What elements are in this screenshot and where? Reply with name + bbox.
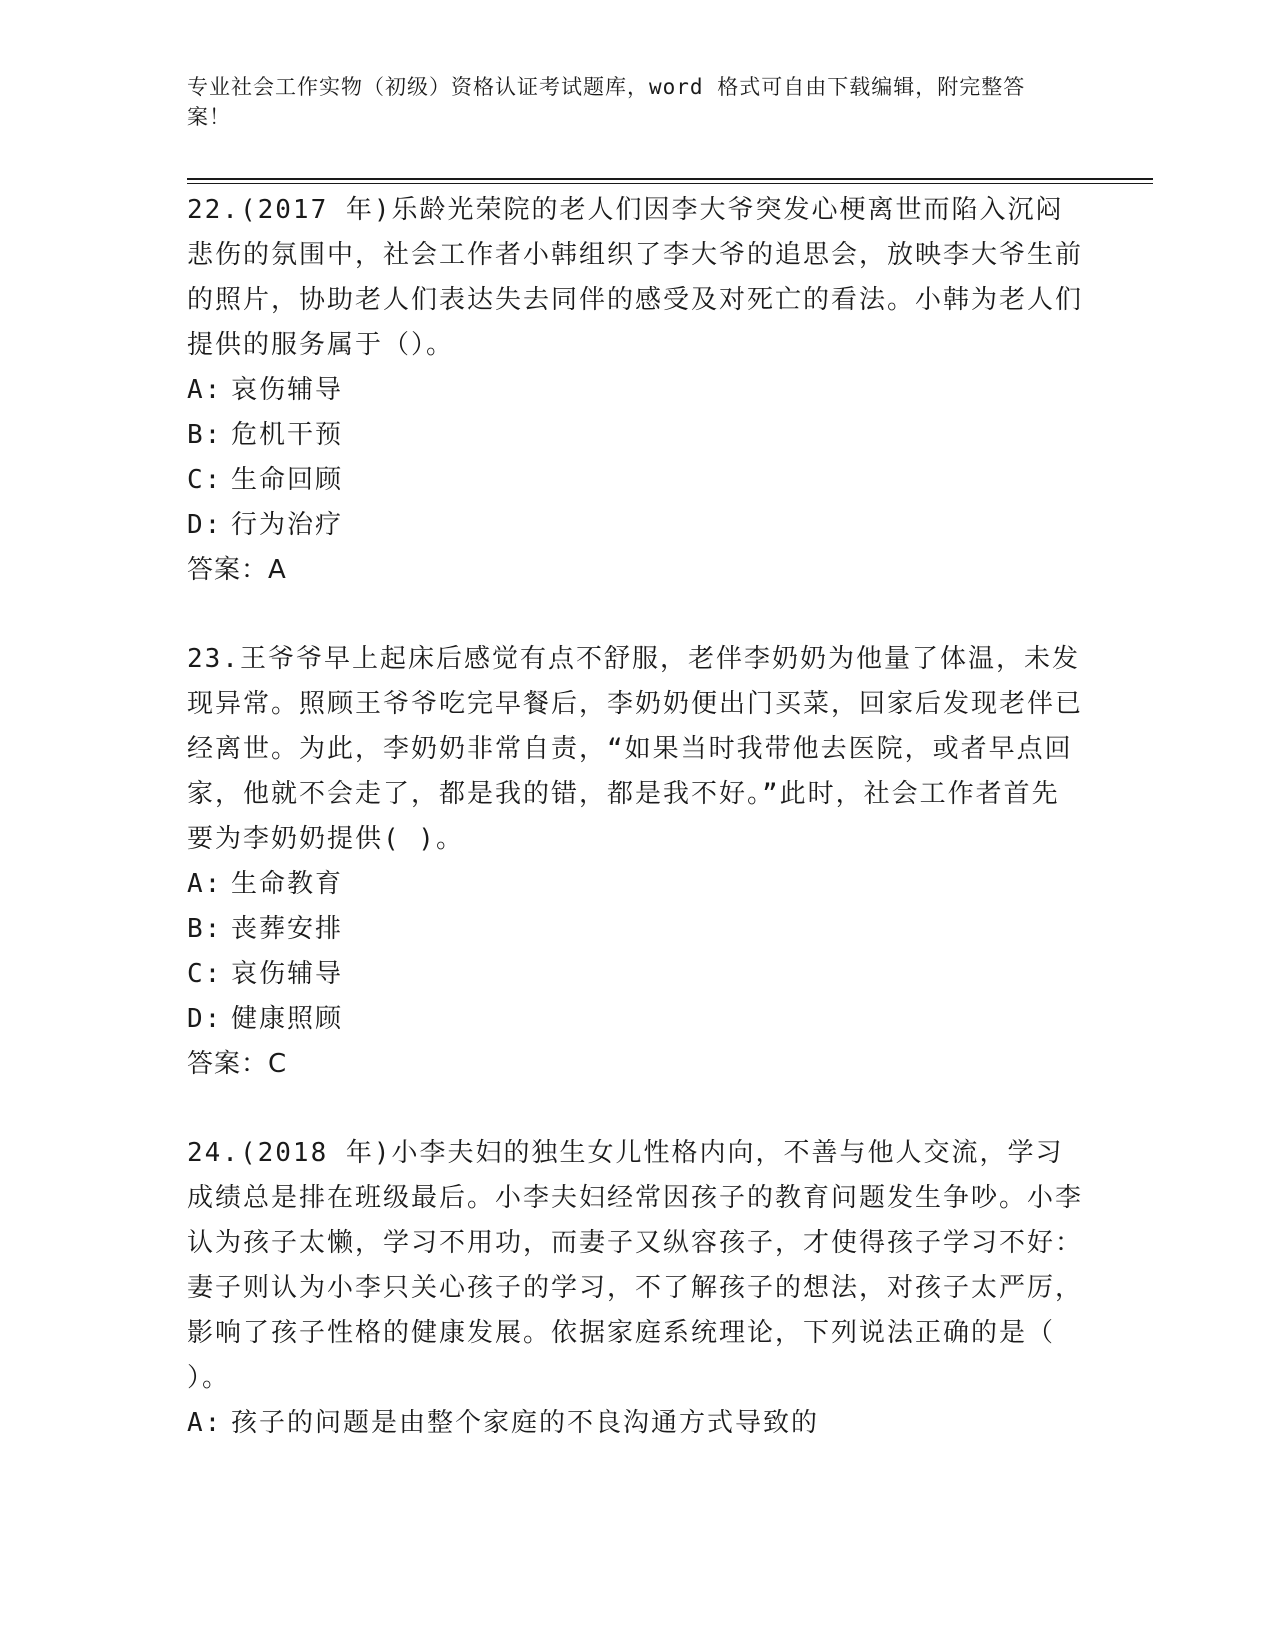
option-text: 生命回顾 [231, 465, 344, 495]
question-list [187, 188, 1087, 1490]
option-key: D: [187, 1004, 223, 1034]
option-text: 危机干预 [231, 420, 344, 450]
option-text: 丧葬安排 [231, 914, 344, 944]
option-b [187, 907, 1087, 952]
option-a [187, 368, 1087, 413]
answer: 答案：C [187, 1049, 288, 1079]
question-text: 24.(2018 年)小李夫妇的独生女儿性格内向，不善与他人交流，学习成绩总是排在班级最后。小李夫妇经常因孩子的教育问题发生争吵。小李认为孩子太懒，学习不用功，而妻子又纵容孩子，才使得孩子学习不好：妻子则认为小李只关心孩子的学习，不了解孩子的想法，对孩子太严厉，影响了孩子性格的健康发展。依据家庭系统理论，下列说法正确的是（ ）。 [187, 1138, 1084, 1393]
option-key: A: [187, 375, 223, 405]
page-header: 专业社会工作实物（初级）资格认证考试题库，word 格式可自由下载编辑，附完整答案！ [187, 75, 1026, 129]
option-c [187, 952, 1087, 997]
option-key: C: [187, 959, 223, 989]
option-c [187, 458, 1087, 503]
option-key: D: [187, 510, 223, 540]
question-22 [187, 188, 1087, 593]
option-d [187, 503, 1087, 548]
option-d [187, 997, 1087, 1042]
option-key: B: [187, 914, 223, 944]
option-key: B: [187, 420, 223, 450]
option-a [187, 1401, 1087, 1446]
question-text: 22.(2017 年)乐龄光荣院的老人们因李大爷突发心梗离世而陷入沉闷悲伤的氛围中，社会工作者小韩组织了李大爷的追思会，放映李大爷生前的照片，协助老人们表达失去同伴的感受及对死亡的看法。小韩为老人们提供的服务属于（）。 [187, 195, 1084, 360]
option-key: C: [187, 465, 223, 495]
header-divider-thin [187, 183, 1153, 184]
option-text: 生命教育 [231, 869, 344, 899]
question-23 [187, 637, 1087, 1087]
option-key: A: [187, 1408, 223, 1438]
option-text: 孩子的问题是由整个家庭的不良沟通方式导致的 [231, 1408, 820, 1438]
header-divider-thick [187, 178, 1153, 180]
question-24 [187, 1131, 1087, 1446]
question-text: 23.王爷爷早上起床后感觉有点不舒服，老伴李奶奶为他量了体温，未发现异常。照顾王爷爷吃完早餐后，李奶奶便出门买菜，回家后发现老伴已经离世。为此，李奶奶非常自责，“如果当时我带他去医院，或者早点回家，他就不会走了，都是我的错，都是我不好。”此时，社会工作者首先要为李奶奶提供( )。 [187, 644, 1084, 854]
option-text: 哀伤辅导 [231, 959, 344, 989]
option-key: A: [187, 869, 223, 899]
option-text: 哀伤辅导 [231, 375, 344, 405]
option-b [187, 413, 1087, 458]
option-a [187, 862, 1087, 907]
answer: 答案：A [187, 555, 287, 585]
option-text: 行为治疗 [231, 510, 344, 540]
option-text: 健康照顾 [231, 1004, 344, 1034]
